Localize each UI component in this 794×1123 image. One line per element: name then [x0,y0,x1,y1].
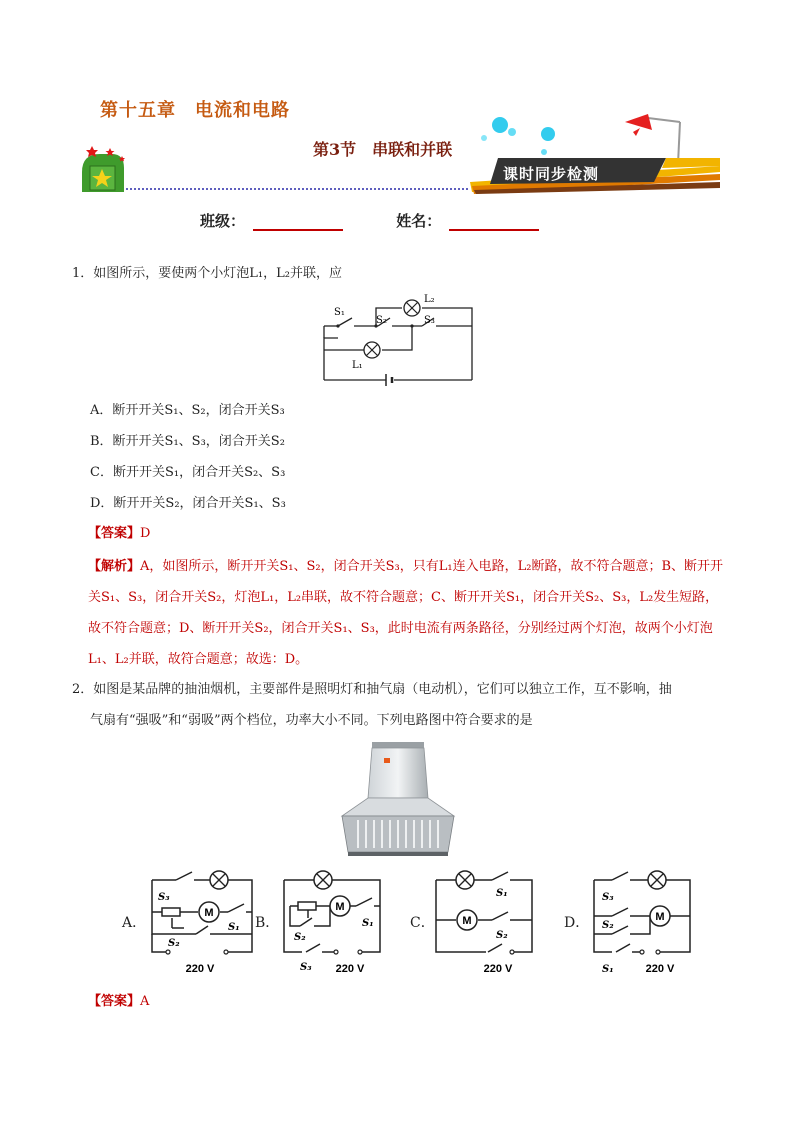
voltage-label-a: 220 V [185,963,215,975]
lamp-icon [456,871,474,889]
circuit-c-letter[interactable]: C． [410,915,435,931]
student-info-fields [200,210,587,231]
voltage-label-d: 220 V [645,963,675,975]
q1-option-d[interactable]: D．断开开关S₂，闭合开关S₁、S₃ [90,496,286,511]
l2-label: L₂ [424,294,435,305]
q1-circuit-diagram [316,290,480,386]
q1-option-b[interactable]: B．断开开关S₁、S₃，闭合开关S₂ [90,434,285,449]
voltage-label-b: 220 V [335,963,365,975]
l1-label: L₁ [352,360,363,371]
svg-text:S₁: S₁ [362,918,374,929]
q2-stem-line2: 气扇有“强吸”和“弱吸”两个档位，功率大小不同。下列电路图中符合要求的是 [90,713,533,728]
q1-answer [88,522,150,541]
q1-analysis-tag: 【解析】 [88,559,141,574]
svg-text:S₂: S₂ [168,938,180,949]
voltage-label-c: 220 V [483,963,513,975]
bubble-decoration [492,117,508,133]
svg-text:S₃: S₃ [300,962,312,973]
svg-text:S₁: S₁ [496,888,508,899]
s1-label: S₁ [334,307,345,318]
lamp-icon [314,871,332,889]
chapter-title: 第十五章 电流和电路 [100,100,290,121]
circuit-b-diagram[interactable] [280,866,390,978]
q1-answer-tag: 【答案】 [88,526,141,541]
q1-option-c[interactable]: C．断开开关S₁，闭合开关S₂、S₃ [90,465,286,480]
svg-text:S₂: S₂ [294,932,306,943]
svg-text:S₂: S₂ [602,920,614,931]
lamp-icon [210,871,228,889]
q2-answer-value: A [140,994,150,1009]
range-hood-image [336,740,460,860]
svg-text:M: M [462,915,472,927]
banner-label: 课时同步检测 [503,165,600,183]
q1-analysis [88,551,728,675]
svg-text:M: M [335,901,345,913]
q2-stem-line1: 2．如图是某品牌的抽油烟机，主要部件是照明灯和抽气扇（电动机），它们可以独立工作，互不影响，抽 [72,682,672,697]
circuit-b-letter[interactable]: B． [255,915,280,931]
name-input-line[interactable] [449,213,539,231]
class-input-line[interactable] [253,213,343,231]
q1-option-a[interactable]: A．断开开关S₁、S₂，闭合开关S₃ [90,403,285,418]
s3-label: S₃ [424,315,435,326]
lamp-l2-icon [404,300,420,316]
circuit-a-diagram[interactable] [148,866,258,978]
svg-text:M: M [204,907,214,919]
circuit-d-letter[interactable]: D． [564,915,590,931]
desk-lamp-icon [625,114,680,164]
circuit-d-diagram[interactable] [590,866,700,978]
svg-text:M: M [655,911,665,923]
circuit-c-diagram[interactable] [432,866,542,978]
q2-answer-tag: 【答案】 [88,994,141,1009]
class-label: 班级： [200,212,246,230]
q1-stem: 1．如图所示，要使两个小灯泡L₁，L₂并联，应 [72,266,342,281]
s2-label: S₂ [376,315,387,326]
star-emblem-icon [82,146,125,192]
circuit-a-letter[interactable]: A． [122,915,147,931]
svg-text:S₃: S₃ [158,892,170,903]
svg-text:S₁: S₁ [602,964,614,975]
svg-text:S₃: S₃ [602,892,614,903]
svg-text:S₂: S₂ [496,930,508,941]
q1-analysis-text: A，如图所示，断开开关S₁、S₂，闭合开关S₃，只有L₁连入电路，L₂断路，故不符合题意；B、断开开关S₁、S₃，闭合开关S₂，灯泡L₁，L₂串联，故不符合题意；C、断开开关S₁，闭合开关S₂、S₃，L₂发生短路，故不符合题意；D、断开开关S₂，闭合开关S₁、S₃，此时电流有两条路径，分别经过两个灯泡，故两个小灯泡L₁、L₂并联，故符合题意；故选：D。 [88,559,723,667]
svg-text:S₁: S₁ [228,922,240,933]
lamp-icon [648,871,666,889]
section-title: 第3节 串联和并联 [313,140,453,159]
q1-answer-value: D [140,526,151,541]
q2-answer [88,990,149,1009]
lamp-l1-icon [364,342,380,358]
name-label: 姓名： [396,212,442,230]
